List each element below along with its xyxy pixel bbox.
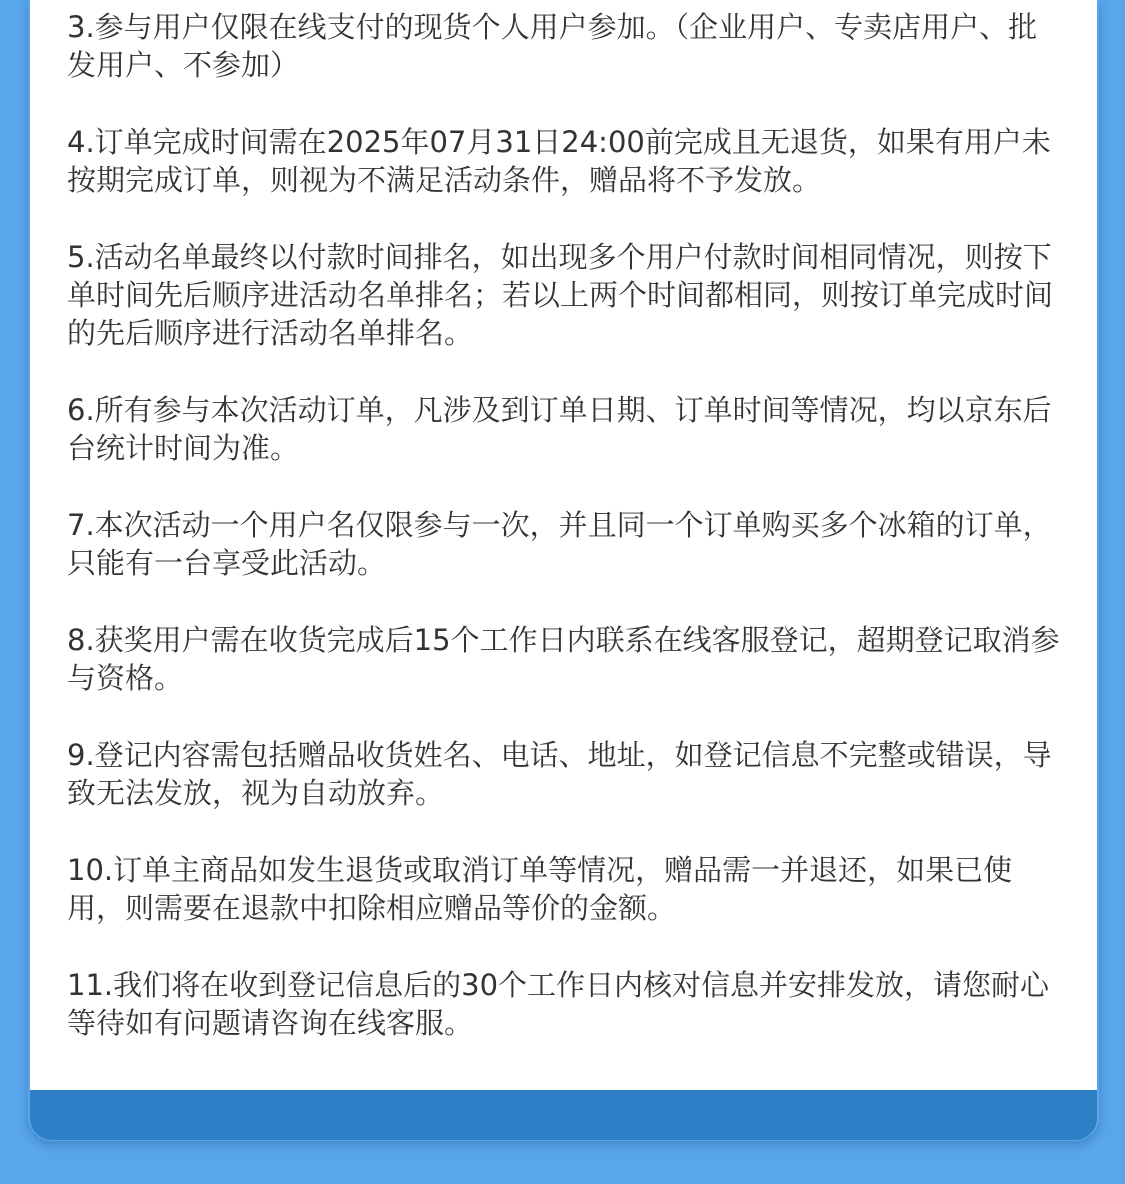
rule-item-7: 7.本次活动一个用户名仅限参与一次，并且同一个订单购买多个冰箱的订单，只能有一台享受此活动。: [67, 508, 1052, 580]
rule-item-5: 5.活动名单最终以付款时间排名，如出现多个用户付款时间相同情况，则按下单时间先后顺序进活动名单排名；若以上两个时间都相同，则按订单完成时间的先后顺序进行活动名单排名。: [67, 240, 1054, 350]
rule-item-10: 10.订单主商品如发生退货或取消订单等情况，赠品需一并退还，如果已使用，则需要在退款中扣除相应赠品等价的金额。: [67, 853, 1013, 925]
rule-item-9: 9.登记内容需包括赠品收货姓名、电话、地址，如登记信息不完整或错误，导致无法发放，视为自动放弃。: [67, 738, 1052, 810]
rule-item-6: 6.所有参与本次活动订单，凡涉及到订单日期、订单时间等情况，均以京东后台统计时间为准。: [67, 393, 1052, 465]
rule-item-3: 3.参与用户仅限在线支付的现货个人用户参加。（企业用户、专卖店用户、批发用户、不参加）: [67, 10, 1038, 82]
card-footer-band: [30, 1090, 1097, 1140]
rule-item-4: 4.订单完成时间需在2025年07月31日24:00前完成且无退货，如果有用户未按期完成订单，则视为不满足活动条件，赠品将不予发放。: [67, 125, 1051, 197]
rule-item-8: 8.获奖用户需在收货完成后15个工作日内联系在线客服登记，超期登记取消参与资格。: [67, 623, 1060, 695]
rule-item-11: 11.我们将在收到登记信息后的30个工作日内核对信息并安排发放，请您耐心等待如有问题请咨询在线客服。: [67, 968, 1050, 1040]
rules-list: [67, 8, 1063, 1042]
